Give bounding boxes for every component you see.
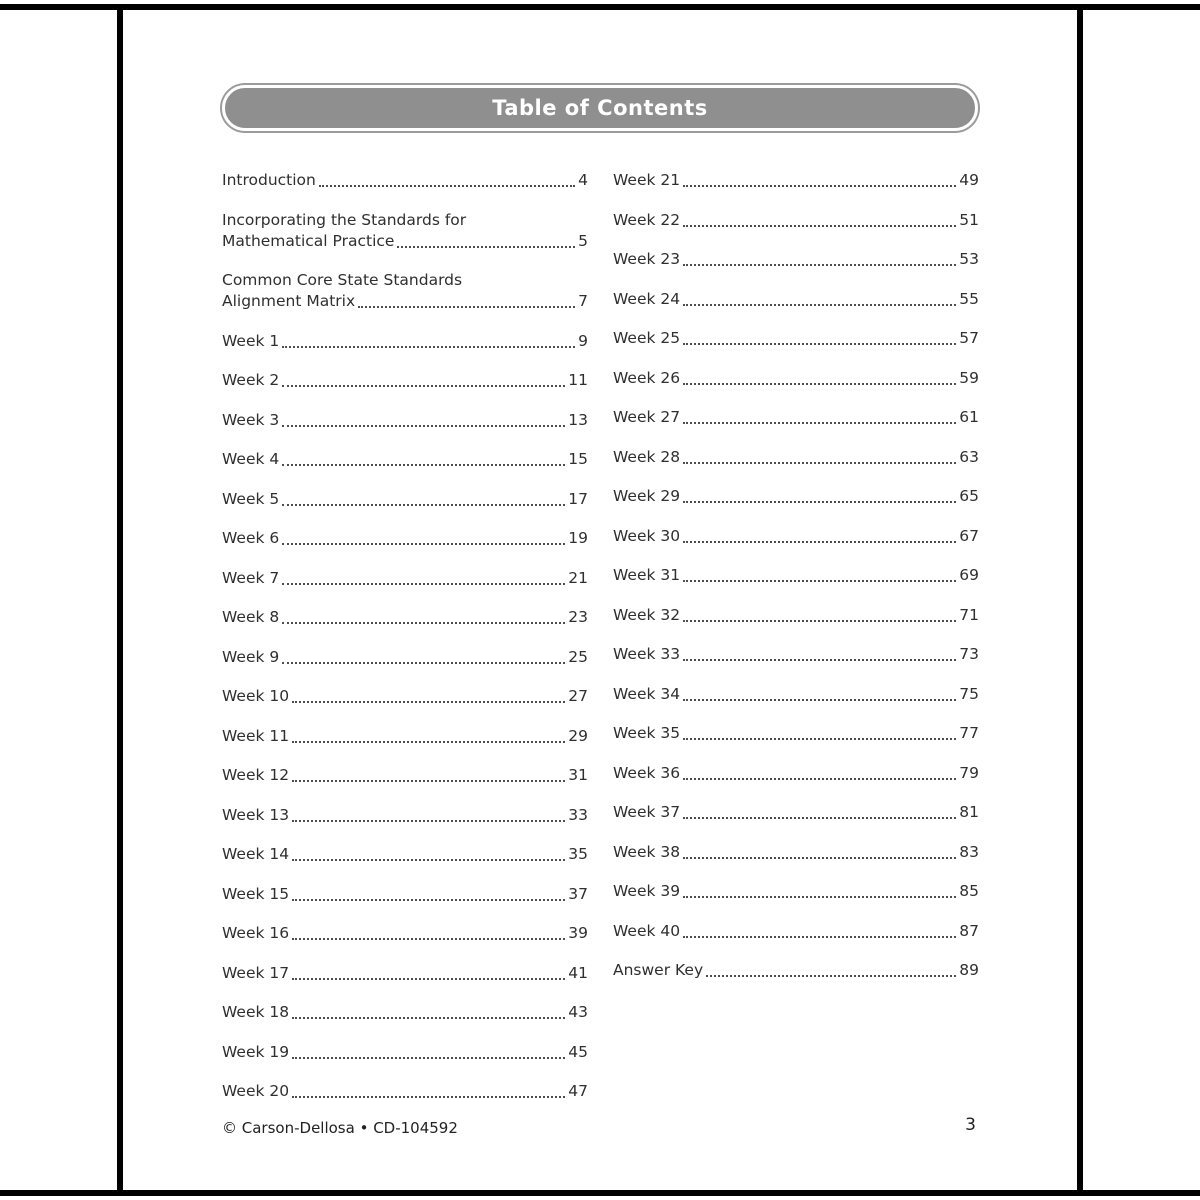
toc-entry-page-number: 59 <box>959 368 979 387</box>
toc-entry-page-number: 81 <box>959 803 979 821</box>
toc-entry <box>222 410 588 431</box>
toc-entry-page-number: 63 <box>959 447 979 466</box>
toc-entry-label: Week 39 <box>613 882 681 900</box>
page-border-top <box>0 4 1200 10</box>
toc-entry <box>613 802 979 823</box>
toc-entry-label: Week 10 <box>222 687 290 705</box>
dotted-leader <box>282 647 565 664</box>
toc-entry-label: Week 36 <box>613 763 681 782</box>
dotted-leader <box>292 963 565 980</box>
toc-entry-label: Week 25 <box>613 329 681 347</box>
toc-entry <box>613 565 979 586</box>
toc-entry-page-number: 31 <box>568 766 588 784</box>
dotted-leader <box>282 331 575 348</box>
dotted-leader <box>282 607 565 624</box>
toc-entry-label: Week 16 <box>222 924 290 942</box>
toc-entry-page-number: 65 <box>959 487 979 505</box>
dotted-leader <box>282 489 565 506</box>
toc-entry-page-number: 49 <box>959 171 979 189</box>
toc-entry <box>613 289 979 310</box>
toc-entry <box>222 528 588 549</box>
toc-entry-label: Week 2 <box>222 371 280 389</box>
dotted-leader <box>292 1042 565 1059</box>
toc-entry-page-number: 37 <box>568 884 588 903</box>
toc-entry <box>613 763 979 784</box>
toc-entry-page-number: 17 <box>568 489 588 508</box>
toc-entry <box>222 489 588 510</box>
page-border-bottom <box>0 1190 1200 1196</box>
toc-entry <box>222 963 588 984</box>
dotted-leader <box>683 644 956 661</box>
toc-entry-page-number: 61 <box>959 408 979 426</box>
toc-entry-page-number: 55 <box>959 289 979 308</box>
dotted-leader <box>319 170 575 187</box>
toc-entry <box>222 844 588 865</box>
toc-entry-label: Introduction <box>222 171 316 189</box>
toc-entry-label: Week 3 <box>222 410 280 429</box>
dotted-leader <box>683 328 956 345</box>
page-number: 3 <box>965 1115 976 1135</box>
toc-entry-page-number: 9 <box>578 331 588 350</box>
dotted-leader <box>683 289 956 306</box>
toc-entry-label: Week 9 <box>222 647 280 666</box>
toc-entry <box>222 923 588 944</box>
table-of-contents-header <box>222 85 978 131</box>
toc-entry-label: Week 19 <box>222 1042 290 1061</box>
toc-entry-page-number: 29 <box>568 726 588 745</box>
toc-entry-page-number: 41 <box>568 963 588 982</box>
toc-entry-label-line: Incorporating the Standards for <box>222 210 467 229</box>
dotted-leader <box>683 881 956 898</box>
toc-entry-label: Week 6 <box>222 529 280 547</box>
toc-entry <box>613 210 979 231</box>
dotted-leader <box>683 605 956 622</box>
dotted-leader <box>683 368 956 385</box>
toc-body <box>222 170 979 1121</box>
toc-entry <box>613 921 979 942</box>
toc-entry-label: Week 31 <box>613 566 681 584</box>
toc-entry-page-number: 83 <box>959 842 979 861</box>
toc-entry-label: Week 12 <box>222 766 290 784</box>
toc-entry <box>222 1042 588 1063</box>
dotted-leader <box>292 726 565 743</box>
toc-entry-label: Week 8 <box>222 608 280 626</box>
toc-entry-page-number: 27 <box>568 687 588 705</box>
dotted-leader <box>683 526 956 543</box>
toc-entry-page-number: 33 <box>568 805 588 824</box>
dotted-leader <box>683 407 956 424</box>
toc-entry-label: Week 29 <box>613 487 681 505</box>
toc-column-right <box>613 170 979 1121</box>
toc-entry <box>222 884 588 905</box>
dotted-leader <box>397 231 575 248</box>
dotted-leader <box>683 249 956 266</box>
toc-entry-page-number: 75 <box>959 684 979 703</box>
toc-entry-label: Answer Key <box>613 961 704 979</box>
toc-entry <box>613 723 979 744</box>
toc-entry-label: Week 21 <box>613 171 681 189</box>
toc-entry-page-number: 21 <box>568 568 588 587</box>
toc-entry-label: Week 13 <box>222 805 290 824</box>
toc-entry <box>222 331 588 352</box>
toc-entry-label: Week 32 <box>613 605 681 624</box>
dotted-leader <box>358 291 575 308</box>
page-title: Table of Contents <box>492 96 708 120</box>
toc-entry <box>222 449 588 470</box>
toc-entry-page-number: 5 <box>578 231 588 250</box>
dotted-leader <box>683 210 956 227</box>
toc-entry-label: Week 4 <box>222 450 280 468</box>
toc-entry-page-number: 79 <box>959 763 979 782</box>
dotted-leader <box>683 565 956 582</box>
toc-entry-page-number: 87 <box>959 921 979 940</box>
toc-entry <box>613 881 979 902</box>
toc-entry-label: Week 1 <box>222 331 280 350</box>
dotted-leader <box>282 528 565 545</box>
toc-entry-label: Week 24 <box>613 289 681 308</box>
toc-entry-page-number: 57 <box>959 329 979 347</box>
toc-entry-page-number: 89 <box>959 961 979 979</box>
toc-column-left <box>222 170 588 1121</box>
toc-entry <box>222 210 588 252</box>
toc-entry-page-number: 67 <box>959 526 979 545</box>
dotted-leader <box>282 449 565 466</box>
dotted-leader <box>683 486 956 503</box>
page-border-left <box>117 4 123 1196</box>
toc-entry-label: Week 34 <box>613 684 681 703</box>
toc-entry-page-number: 45 <box>568 1042 588 1061</box>
toc-entry-label: Week 11 <box>222 726 290 745</box>
toc-entry <box>222 270 588 312</box>
dotted-leader <box>683 447 956 464</box>
toc-entry-label: Week 30 <box>613 526 681 545</box>
toc-entry <box>222 805 588 826</box>
dotted-leader <box>292 923 565 940</box>
toc-entry <box>222 1081 588 1102</box>
dotted-leader <box>292 805 565 822</box>
toc-entry <box>613 684 979 705</box>
toc-entry-page-number: 19 <box>568 529 588 547</box>
toc-entry-page-number: 85 <box>959 882 979 900</box>
toc-entry-label: Week 7 <box>222 568 280 587</box>
toc-entry-label: Week 14 <box>222 845 290 863</box>
toc-entry-label: Week 37 <box>613 803 681 821</box>
toc-entry <box>222 765 588 786</box>
toc-entry-label: Mathematical Practice <box>222 231 395 250</box>
toc-entry <box>613 605 979 626</box>
toc-entry <box>222 647 588 668</box>
toc-entry-label: Week 18 <box>222 1003 290 1021</box>
dotted-leader <box>683 842 956 859</box>
toc-entry <box>222 1002 588 1023</box>
toc-entry-page-number: 71 <box>959 605 979 624</box>
dotted-leader <box>683 921 956 938</box>
toc-entry-label: Week 28 <box>613 447 681 466</box>
toc-entry <box>613 249 979 270</box>
toc-entry-label: Week 27 <box>613 408 681 426</box>
toc-entry <box>222 170 588 191</box>
toc-entry-page-number: 69 <box>959 566 979 584</box>
toc-entry-page-number: 77 <box>959 724 979 742</box>
toc-entry-page-number: 23 <box>568 608 588 626</box>
dotted-leader <box>683 684 956 701</box>
toc-entry-label: Week 40 <box>613 921 681 940</box>
dotted-leader <box>292 1081 565 1098</box>
toc-entry-label: Week 15 <box>222 884 290 903</box>
toc-entry-page-number: 43 <box>568 1003 588 1021</box>
toc-entry <box>222 568 588 589</box>
dotted-leader <box>683 763 956 780</box>
toc-entry-label: Week 20 <box>222 1082 290 1100</box>
toc-entry <box>613 328 979 349</box>
toc-entry-page-number: 47 <box>568 1082 588 1100</box>
dotted-leader <box>683 802 956 819</box>
toc-entry-page-number: 7 <box>578 292 588 310</box>
toc-entry-page-number: 11 <box>568 371 588 389</box>
toc-entry-label: Week 26 <box>613 368 681 387</box>
toc-entry <box>613 368 979 389</box>
dotted-leader <box>292 884 565 901</box>
toc-entry-page-number: 73 <box>959 645 979 663</box>
toc-entry <box>222 726 588 747</box>
toc-entry <box>613 644 979 665</box>
toc-entry <box>613 447 979 468</box>
toc-entry-page-number: 4 <box>578 171 588 189</box>
dotted-leader <box>706 960 956 977</box>
dotted-leader <box>683 170 956 187</box>
toc-entry-label: Week 38 <box>613 842 681 861</box>
toc-entry <box>613 960 979 981</box>
toc-entry-page-number: 25 <box>568 647 588 666</box>
dotted-leader <box>282 410 565 427</box>
toc-entry-label: Alignment Matrix <box>222 292 356 310</box>
dotted-leader <box>683 723 956 740</box>
toc-entry-page-number: 13 <box>568 410 588 429</box>
dotted-leader <box>292 1002 565 1019</box>
toc-entry <box>222 607 588 628</box>
page-border-right <box>1077 4 1083 1196</box>
toc-entry <box>222 370 588 391</box>
toc-entry <box>613 526 979 547</box>
toc-entry-label-line: Common Core State Standards <box>222 271 463 289</box>
toc-entry-label: Week 22 <box>613 210 681 229</box>
toc-entry <box>613 407 979 428</box>
toc-entry-page-number: 51 <box>959 210 979 229</box>
toc-entry-page-number: 35 <box>568 845 588 863</box>
toc-entry-label: Week 33 <box>613 645 681 663</box>
dotted-leader <box>292 765 565 782</box>
dotted-leader <box>292 844 565 861</box>
toc-entry <box>613 486 979 507</box>
toc-entry-page-number: 53 <box>959 250 979 268</box>
dotted-leader <box>282 568 565 585</box>
toc-entry-page-number: 15 <box>568 450 588 468</box>
dotted-leader <box>292 686 565 703</box>
toc-entry-page-number: 39 <box>568 924 588 942</box>
toc-entry-label: Week 35 <box>613 724 681 742</box>
toc-entry-label: Week 5 <box>222 489 280 508</box>
copyright-text: © Carson-Dellosa • CD-104592 <box>222 1119 458 1137</box>
toc-entry <box>613 170 979 191</box>
dotted-leader <box>282 370 565 387</box>
toc-entry <box>222 686 588 707</box>
toc-entry <box>613 842 979 863</box>
toc-entry-label: Week 23 <box>613 250 681 268</box>
toc-entry-label: Week 17 <box>222 963 290 982</box>
